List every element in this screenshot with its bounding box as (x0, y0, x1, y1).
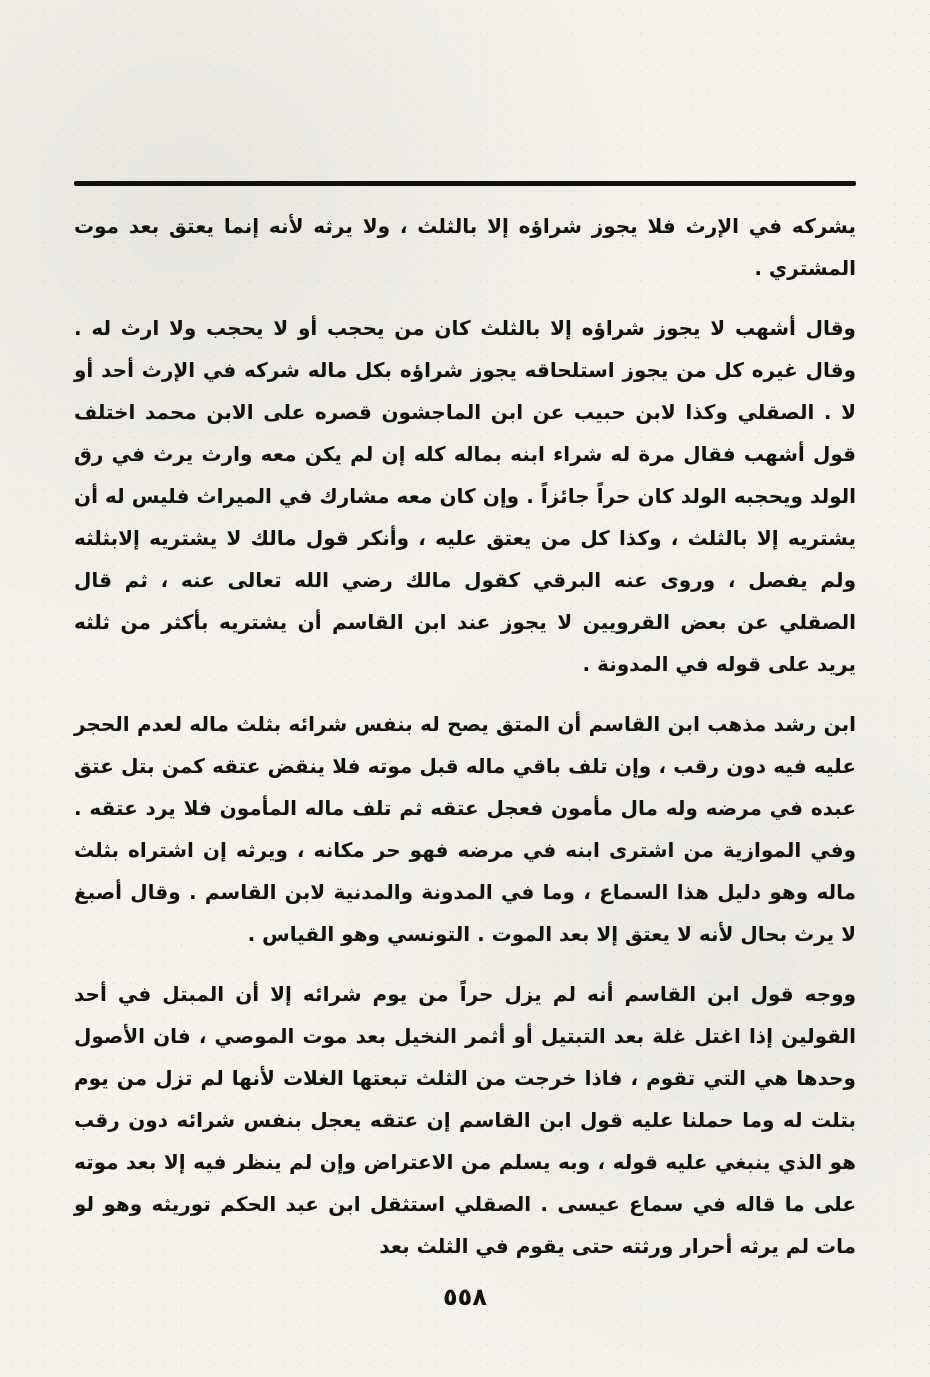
body-text (74, 205, 856, 1257)
paragraph-2: وقال أشهب لا يجوز شراؤه إلا بالثلث كان من يحجب أو لا يحجب ولا ارث له . وقال غيره كل من يجوز استلحاقه يجوز شراؤه بكل ماله شركه في الإرث أحد أو لا . الصقلي وكذا لابن حبيب عن ابن الماجشون قصره على الابن محمد اختلف قول أشهب فقال مرة له شراء ابنه بماله كله إن لم يكن معه وارث يرث في رق الولد ويحجبه الولد كان حراً جائزاً . وإن كان معه مشارك في الميراث فليس له أن يشتريه إلا بالثلث ، وكذا كل من يعتق عليه ، وأنكر قول مالك لا يشتريه إلابثلثه ولم يفصل ، وروى عنه البرقي كقول مالك رضي الله تعالى عنه ، ثم قال الصقلي عن بعض القرويين لا يجوز عند ابن القاسم أن يشتريه بأكثر من ثلثه يريد على قوله في المدونة . (74, 316, 856, 676)
page-number: ٥٥٨ (443, 1283, 487, 1311)
paragraph-1: يشركه في الإرث فلا يجوز شراؤه إلا بالثلث ، ولا يرثه لأنه إنما يعتق بعد موت المشتري . (74, 214, 856, 280)
paragraph-4: ووجه قول ابن القاسم أنه لم يزل حراً من يوم شرائه إلا أن المبتل في أحد القولين إذا اغتل غلة بعد التبتيل أو أثمر النخيل بعد موت الموصي ، فان الأصول وحدها هي التي تقوم ، فاذا خرجت من الثلث تبعتها الغلات لأنها لم تزل من يوم بتلت له وما حملنا عليه قول ابن القاسم إن عتقه يعجل بنفس شرائه دون رقب هو الذي ينبغي عليه قوله ، وبه يسلم من الاعتراض وإن لم ينظر فيه إلا بعد موته على ما قاله في سماع عيسى . الصقلي استثقل ابن عبد الحكم توريثه وهو لو مات لم يرثه أحرار ورثته حتى يقوم في الثلث بعد (74, 982, 856, 1258)
header-rule (74, 181, 856, 186)
paragraph-3: ابن رشد مذهب ابن القاسم أن المتق يصح له بنفس شرائه بثلث ماله لعدم الحجر عليه فيه دون رقب ، وإن تلف باقي ماله قبل موته فلا ينقض عتقه كمن بتل عتق عبده في مرضه وله مال مأمون فعجل عتقه ثم تلف ماله المأمون فلا يرد عتقه . وفي الموازية من اشترى ابنه في مرضه فهو حر مكانه ، ويرثه إن اشتراه بثلث ماله وهو دليل هذا السماع ، وما في المدونة والمدنية لابن القاسم . وقال أصبغ لا يرث بحال لأنه لا يعتق إلا بعد الموت . التونسي وهو القياس . (74, 712, 856, 946)
